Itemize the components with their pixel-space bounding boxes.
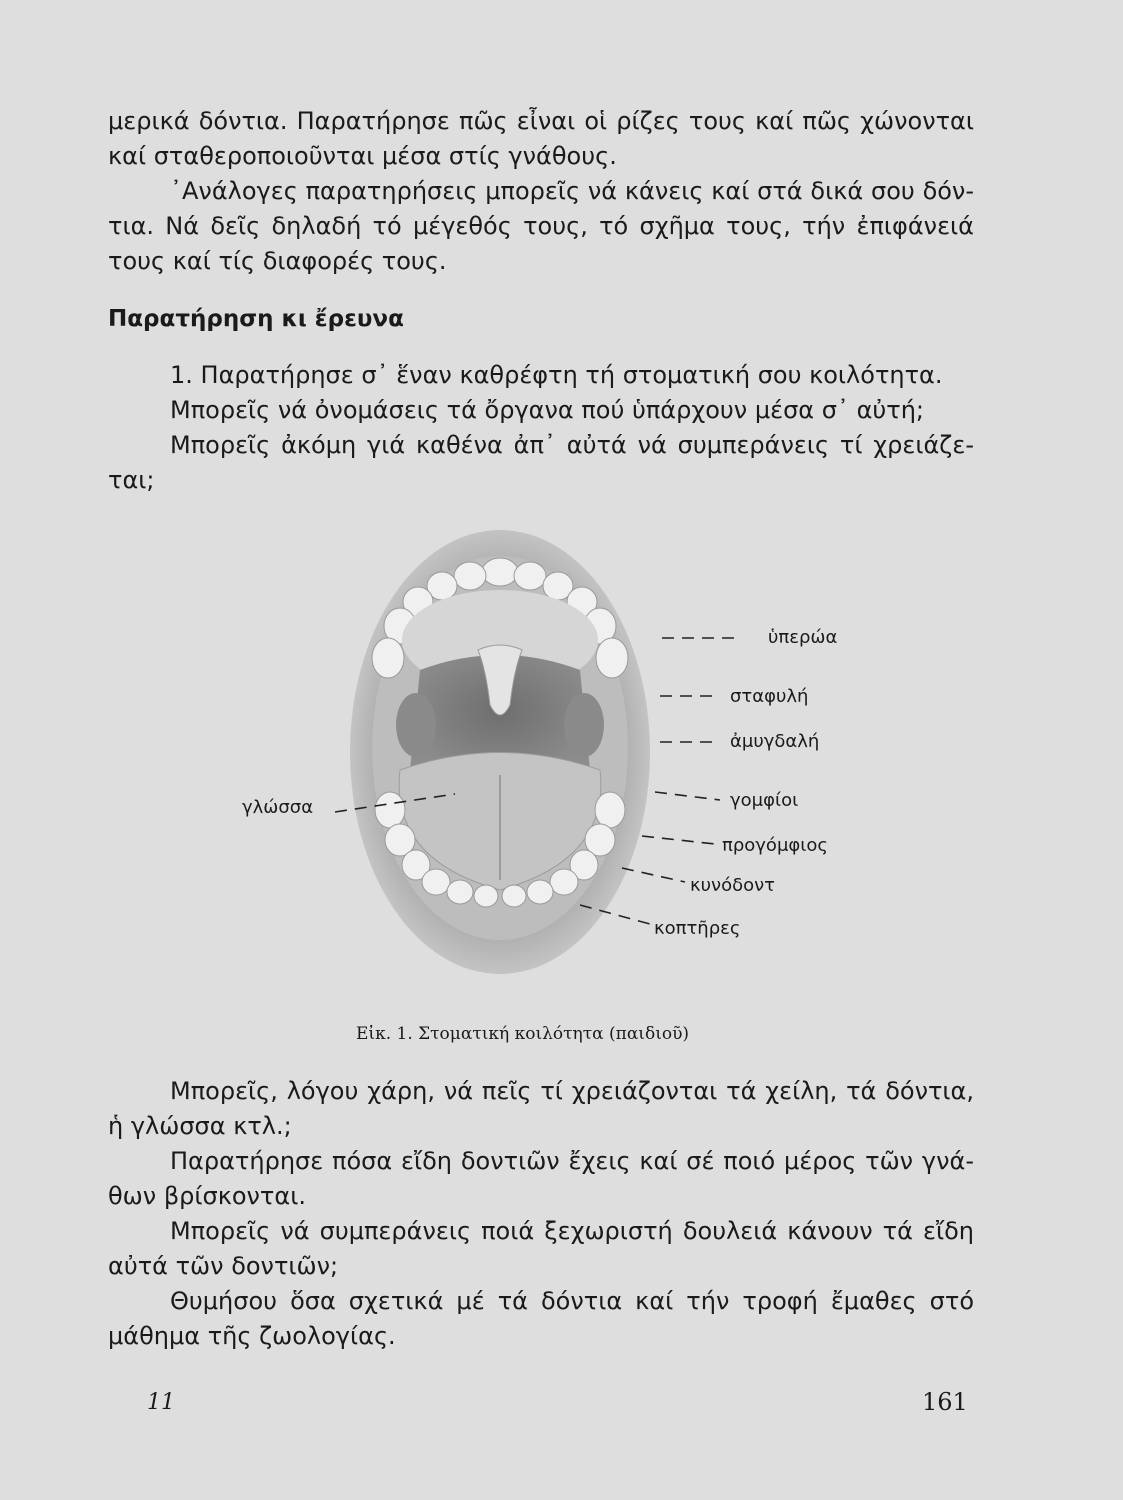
label-premolar: προγόμφιος: [722, 835, 828, 856]
text-line: μάθημα τῆς ζωολογίας.: [108, 1322, 396, 1350]
label-canine: κυνόδοντ: [690, 875, 776, 896]
text-line: Μπορεῖς ἀκόμη γιά καθένα ἀπ᾿ αὐτά νά συμπεράνεις τί χρειάζε-: [170, 431, 974, 459]
intro-text: [108, 104, 974, 279]
closing-text: [108, 1074, 974, 1354]
text-line: τια. Νά δεῖς δηλαδή τό μέγεθός τους, τό σχῆμα τους, τήν ἐπιφάνειά: [108, 212, 974, 240]
text-line: Θυμήσου ὅσα σχετικά μέ τά δόντια καί τήν τροφή ἔμαθες στό: [170, 1287, 974, 1315]
text-line: θων βρίσκονται.: [108, 1182, 306, 1210]
oral-cavity-figure: [230, 520, 870, 980]
text-line: τους καί τίς διαφορές τους.: [108, 247, 447, 275]
label-uvula: σταφυλή: [730, 686, 809, 707]
label-tonsil: ἀμυγδαλή: [730, 731, 820, 752]
text-line: Μπορεῖς νά συμπεράνεις ποιά ξεχωριστή δουλειά κάνουν τά εἴδη: [170, 1217, 974, 1245]
page-number: 161: [922, 1388, 968, 1416]
text-line: ται;: [108, 466, 155, 494]
text-line: Μπορεῖς νά ὀνομάσεις τά ὄργανα πού ὑπάρχουν μέσα σ᾿ αὐτή;: [170, 396, 925, 424]
text-line: Παρατήρησε πόσα εἴδη δοντιῶν ἔχεις καί σέ ποιό μέρος τῶν γνά-: [170, 1147, 974, 1175]
text-line: 1. Παρατήρησε σ᾿ ἕναν καθρέφτη τή στοματική σου κοιλότητα.: [170, 361, 943, 389]
text-line: ᾿Ανάλογες παρατηρήσεις μπορεῖς νά κάνεις καί στά δικά σου δόν-: [170, 177, 974, 205]
signature-mark: 11: [147, 1390, 175, 1415]
figure-caption: Εἰκ. 1. Στοματική κοιλότητα (παιδιοῦ): [356, 1024, 690, 1044]
text-line: καί σταθεροποιοῦνται μέσα στίς γνάθους.: [108, 142, 617, 170]
label-tongue: γλώσσα: [242, 797, 314, 818]
label-molars: γομφίοι: [730, 790, 799, 811]
tonsil-left: [396, 693, 436, 757]
tonsil-right: [564, 693, 604, 757]
text-line: μερικά δόντια. Παρατήρησε πῶς εἶναι οἱ ρίζες τους καί πῶς χώνονται: [108, 107, 974, 135]
label-palate: ὑπερώα: [768, 627, 838, 648]
text-line: αὐτά τῶν δοντιῶν;: [108, 1252, 339, 1280]
label-incisors: κοπτῆρες: [654, 918, 741, 939]
text-line: ἡ γλώσσα κτλ.;: [108, 1112, 292, 1140]
questions-text: [108, 358, 974, 498]
section-heading: Παρατήρηση κι ἔρευνα: [108, 306, 404, 332]
text-line: Μπορεῖς, λόγου χάρη, νά πεῖς τί χρειάζονται τά χείλη, τά δόντια,: [170, 1077, 974, 1105]
